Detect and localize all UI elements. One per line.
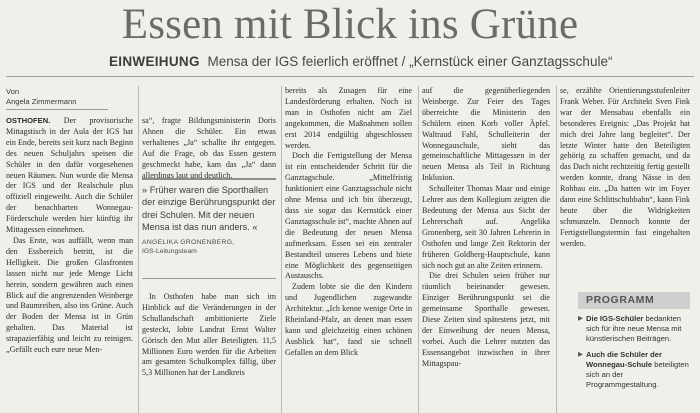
paragraph: Schulleiter Thomas Maar und einige Lehrer aus dem Kollegium zeigten die Bedeutung der Mensa aus Sicht der Lehrerschaft auf. Angelika Gronenberg, seit 30 Jahren Lehrerin in Osthofen und lange Zeit Rektorin der früheren Goldberg-Hauptschule, kann sich noch gut an alte Zeiten erinnern. xyxy=(422,184,550,270)
paragraph: In Osthofen habe man sich im Hinblick auf die Veränderungen in der Schullandschaft ambitionierte Ziele gesteckt, lobte Landrat Ernst Walter Görisch den Mut aller Beteiligten. 11,5 Millionen Euro werden für die Arbeiten am gesamten Schulkomplex fällig, über 5,3 Millionen hat der Landkreis xyxy=(142,292,276,378)
program-list xyxy=(578,314,690,390)
paragraph: Zudem lobte sie die den Kindern und Jugendlichen zugewandte Architektur. „Ich kenne wenige Orte in Rheinland-Pfalz, an denen man essen kann und gleichzeitig einen schönen Ausblick hat“, fand sie schnell Gefallen an dem Blick xyxy=(285,282,412,357)
program-item xyxy=(578,314,690,344)
pull-quote-text xyxy=(142,184,276,234)
program-box xyxy=(578,292,690,410)
program-title: PROGRAMM xyxy=(578,292,690,309)
article-column-2-continued xyxy=(142,292,276,413)
triangle-bullet-icon: ▶ xyxy=(578,315,583,322)
article-column-1 xyxy=(6,116,133,413)
byline xyxy=(6,87,110,107)
program-item-lead: Die IGS-Schüler xyxy=(586,314,644,323)
article-column-5 xyxy=(560,86,690,286)
paragraph: bereits als Zusagen für eine Landesförderung erhalten. Noch ist man in Osthofen nicht am Ziel angekommen, die Maßnahmen sollen erst 2014 endgültig abgeschlossen werden. xyxy=(285,86,412,150)
paragraph: se, erzählte Orientierungsstufenleiter Frank Weber. Für Architekt Sven Fink war der Mensabau ebenfalls ein besonderes Ereignis: „Das Projekt hat mich drei Jahre lang begleitet“. Der letzte Winter hatte den Beteiligten gehörig zu schaffen gemacht, und da das Dach nicht rechtzeitig fertig gestellt werden konnte, drang Nässe in den Rohbau ein. „Da hatten wir im Foyer dann eine Schlittschuhbahn“, kann Fink heute über die Widrigkeiten schmunzeln. Dennoch konnte der Fertigstellungstermin fast eingehalten werden. xyxy=(560,86,690,248)
program-item-text: beteiligten sich an der Programmgestaltung. xyxy=(586,360,689,389)
byline-prefix: Von xyxy=(6,87,20,96)
column-divider xyxy=(281,86,282,413)
dateline: OSTHOFEN. xyxy=(6,116,51,125)
subheadline xyxy=(109,52,689,72)
paragraph: sa“, fragte Bildungsministerin Doris Ahnen die Schüler. Ein etwas verhaltenes „Ja“ schallte ihr entgegen. Auf die Frage, ob das Essen gestern geschmeckt habe, kam das „Ja“ dann allerdings laut und deutlich. xyxy=(142,116,276,180)
quote-mark: » xyxy=(142,185,148,195)
top-rule xyxy=(6,76,694,77)
column-divider xyxy=(418,86,419,413)
subhead-text: Mensa der IGS feierlich eröffnet / „Kernstück einer Ganztagsschule“ xyxy=(207,54,613,69)
byline-author: Angela Zimmermann xyxy=(6,97,77,106)
paragraph: Die drei Schulen seien früher nur räumlich beieinander gewesen. Einziger Berührungspunkt sei die gemeinsame Sporthalle gewesen. Diese Zeiten sind spätestens jetzt, mit der Einweihung der neuen Mensa, vorbei. Auch die Lehrer nutzten das Essensangebot inzwischen in ihrer Mittagspau- xyxy=(422,271,550,368)
article-column-3 xyxy=(285,86,412,413)
paragraph: Doch die Fertigstellung der Mensa ist ein entscheidender Schritt für die Ganztagschule. „Mittelfristig funktioniert eine Ganztagsschule nicht ohne Mensa und ich bin überzeugt, dass sie sogar das Kernstück einer Ganztagsschule ist“, machte Ahnen auf die Bedeutung der neuen Mensa aufmerksam. Essen sei ein zentraler Bestandteil unseres Lebens und biete eine Möglichkeit des gegenseitigen Austauschs. xyxy=(285,151,412,281)
program-item-text: bedankten sich für ihre neue Mensa mit künstlerischen Beiträgen. xyxy=(586,314,682,343)
program-item xyxy=(578,350,690,390)
quote-author: ANGELIKA GRONENBERG, xyxy=(142,238,235,246)
subhead-kicker: EINWEIHUNG xyxy=(109,54,200,69)
paragraph-text: Der provisorische Mittagstisch in der Aula der IGS hat ein Ende, bereits seit kurz nach Beginn des neuen Schuljahrs speisen die Schüler in den dafür vorgesehenen neuen Räumen. Nun wurde die Mensa der IGS und der Realschule plus offiziell eingeweiht. Auch die Schüler der benachbarten Wonnegau-Förderschule werden hier künftig ihr Mittagessen einnehmen. xyxy=(6,116,133,235)
column-divider xyxy=(138,86,139,413)
quote-end-mark: « xyxy=(252,222,258,233)
triangle-bullet-icon: ▶ xyxy=(578,351,583,358)
quote-body: Früher waren die Sporthallen der einzige Berührungspunkt der drei Schulen. Mit der neuen Mensa ist das nun anders. xyxy=(142,185,276,233)
article-column-4 xyxy=(422,86,550,413)
quote-author-role: IGS-Leitungsteam xyxy=(142,247,197,255)
paragraph xyxy=(6,116,133,236)
paragraph: auf die gegenüberliegenden Weinberge. Zur Feier des Tages überreichte die Ministerin den Schülern einen Korb voller Äpfel. Waltraud Fahl, Schulleiterin der Wonnegauschule, sieht das gemeinschaftliche Mittagessen in der neuen Mensa als Teil in Richtung Inklusion. xyxy=(422,86,550,183)
byline-rule xyxy=(6,109,108,110)
headline: Essen mit Blick ins Grüne xyxy=(121,1,579,48)
paragraph: Das Erste, was auffällt, wenn man den Essbereich betritt, ist die Helligkeit. Die großen Glasfronten lassen nicht nur jede Menge Licht herein, sondern gewähren auch einen Blick auf die angrenzenden Weinberge und Baumreihen, also ins Grüne. Auch der Boden der Mensa ist in Grün gehalten. Das Material ist strapazierfähig und leicht zu reinigen. „Gefällt euch eure neue Men- xyxy=(6,235,133,355)
column-divider xyxy=(556,86,557,413)
program-item-lead: Auch die Schüler der Wonnegau-Schule xyxy=(586,350,662,369)
pull-quote xyxy=(142,178,276,279)
